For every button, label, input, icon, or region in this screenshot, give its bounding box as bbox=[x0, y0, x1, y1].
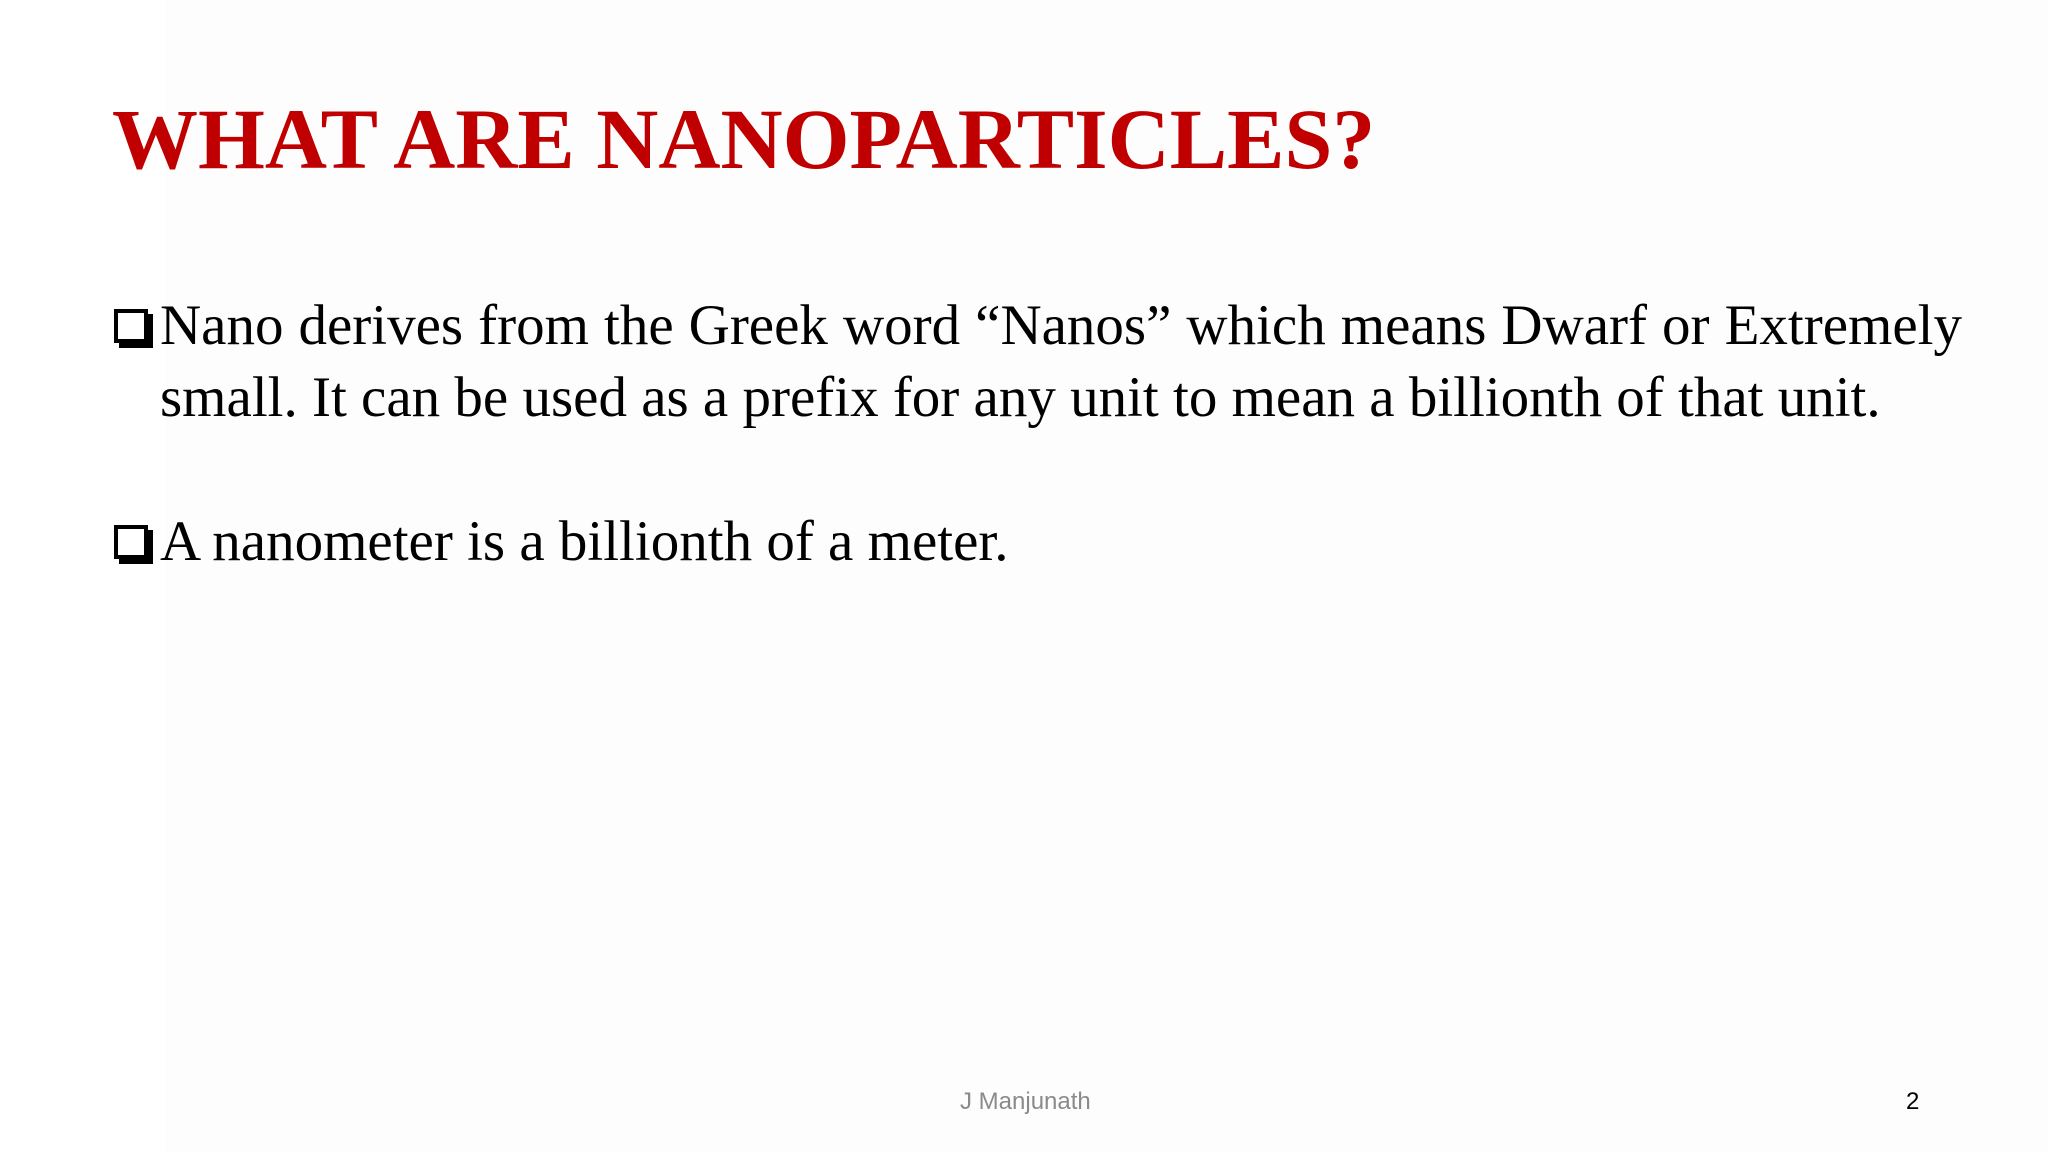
bullet-text: Nano derives from the Greek word “Nanos” which means Dwarf or Extremely small. It can be used as a prefix for any unit to mean a billionth of that unit. bbox=[160, 294, 1962, 429]
bullet-list bbox=[112, 290, 1962, 578]
bullet-item-nanometer bbox=[112, 506, 1962, 578]
checkbox-icon bbox=[114, 309, 148, 343]
bullet-item-nano-definition bbox=[112, 290, 1962, 434]
checkbox-icon bbox=[114, 525, 148, 559]
page-number: 2 bbox=[1906, 1088, 1920, 1115]
footer-author: J Manjunath bbox=[960, 1088, 1091, 1115]
bullet-text: A nanometer is a billionth of a meter. bbox=[160, 510, 1009, 573]
slide-title: WHAT ARE NANOPARTICLES? bbox=[112, 91, 1376, 187]
